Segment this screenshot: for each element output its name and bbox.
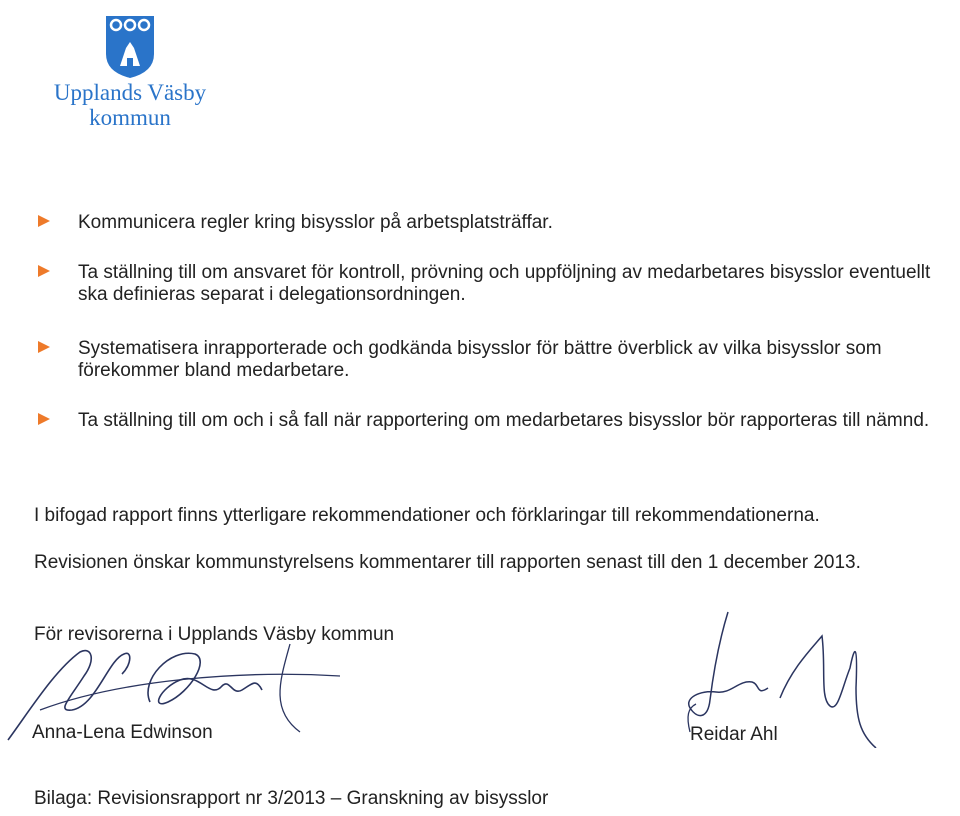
arrow-bullet-icon: [38, 265, 50, 277]
logo-line-2: kommun: [89, 105, 171, 130]
bullet-text: Kommunicera regler kring bisysslor på arbetsplatsträffar.: [78, 212, 553, 233]
comment-request-paragraph: Revisionen önskar kommunstyrelsens kommentarer till rapporten senast till den 1 december 2013.: [34, 552, 861, 573]
report-paragraph: I bifogad rapport finns ytterligare rekommendationer och förklaringar till rekommendationerna.: [34, 505, 820, 526]
signer-name-right: Reidar Ahl: [690, 724, 778, 745]
bullet-text: Ta ställning till om ansvaret för kontroll, prövning och uppföljning av medarbetares bisysslor eventuellt ska definieras separat i delegationsordningen.: [78, 262, 931, 305]
bullet-text: Ta ställning till om och i så fall när rapportering om medarbetares bisysslor bör rapporteras till nämnd.: [78, 410, 930, 431]
arrow-bullet-icon: [38, 215, 50, 227]
signer-name-left: Anna-Lena Edwinson: [32, 722, 213, 743]
arrow-bullet-icon: [38, 341, 50, 353]
logo-line-1: Upplands Väsby: [53, 80, 207, 105]
signature-intro: För revisorerna i Upplands Väsby kommun: [34, 624, 395, 645]
bullet-text: Systematisera inrapporterade och godkända bisysslor för bättre överblick av vilka bisysslor som förekommer bland medarbetare.: [78, 338, 882, 381]
attachment-line: Bilaga: Revisionsrapport nr 3/2013 – Granskning av bisysslor: [34, 788, 549, 809]
arrow-bullet-icon: [38, 413, 50, 425]
